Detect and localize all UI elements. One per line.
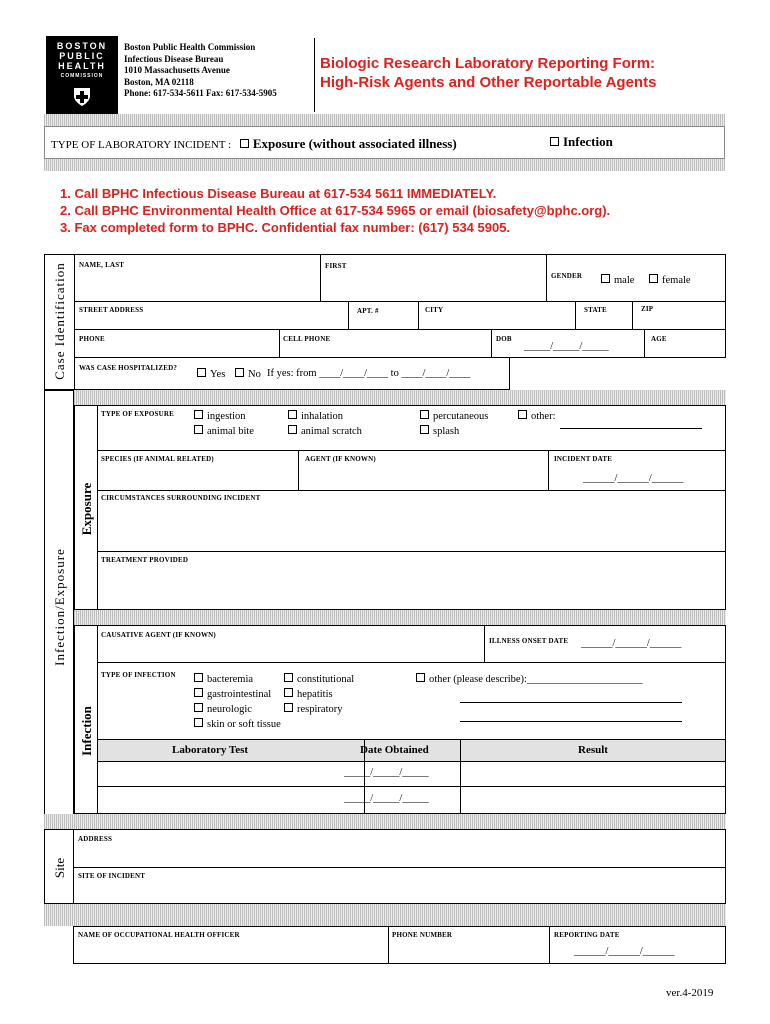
exposure-sidebar — [74, 405, 98, 610]
phone-number-field[interactable] — [388, 926, 550, 964]
label: CIRCUMSTANCES SURROUNDING INCIDENT — [101, 494, 261, 502]
label: CELL PHONE — [283, 335, 331, 343]
label: AGENT (IF KNOWN) — [305, 455, 376, 463]
option-label: animal bite — [207, 426, 254, 437]
type-of-infection-field — [97, 662, 726, 740]
title-line-2: High-Risk Agents and Other Reportable Agents — [320, 74, 657, 91]
label: CITY — [425, 306, 444, 314]
label: APT. # — [357, 307, 379, 315]
label: TREATMENT PROVIDED — [101, 556, 189, 564]
title-line-1: Biologic Research Laboratory Reporting Form: — [320, 55, 656, 72]
splash-checkbox[interactable] — [420, 425, 429, 434]
no-label: No — [248, 369, 261, 380]
female-label: female — [662, 275, 691, 286]
hospital-dates: If yes: from ____/____/____ to ____/____/____ — [267, 368, 471, 379]
logo-line: PUBLIC — [59, 51, 105, 61]
bphc-logo — [46, 36, 118, 116]
reporting-date-field[interactable] — [549, 926, 726, 964]
treatment-field[interactable] — [97, 551, 726, 610]
shaded-band — [74, 610, 726, 625]
infection-option: Infection — [563, 134, 613, 149]
result-header: Result — [578, 744, 608, 756]
shaded-band — [44, 904, 726, 926]
option-label: ingestion — [207, 411, 246, 422]
version: ver.4-2019 — [666, 987, 714, 999]
shaded-band — [74, 390, 726, 405]
row-divider — [98, 786, 725, 787]
skin-soft-tissue-checkbox[interactable] — [194, 718, 203, 727]
logo-line: HEALTH — [58, 61, 106, 71]
shaded-band — [44, 114, 725, 126]
ingestion-checkbox[interactable] — [194, 410, 203, 419]
incident-type-bar — [44, 126, 725, 159]
animal-scratch-checkbox[interactable] — [288, 425, 297, 434]
dob-field[interactable] — [491, 329, 645, 358]
option-label: respiratory — [297, 704, 343, 715]
date-blank[interactable]: _____/_____/_____ — [344, 793, 429, 804]
option-label: constitutional — [297, 674, 355, 685]
label: SITE OF INCIDENT — [78, 872, 146, 880]
phone-fax: Phone: 617-534-5611 Fax: 617-534-5905 — [124, 88, 277, 98]
hospitalized-no-checkbox[interactable] — [235, 368, 244, 377]
label: INCIDENT DATE — [554, 455, 613, 463]
option-label: other (please describe):______________________ — [429, 674, 643, 685]
health-officer-field[interactable] — [73, 926, 389, 964]
date-blank: ______/______/______ — [583, 473, 684, 484]
causative-agent-field[interactable] — [97, 625, 485, 663]
first-name-field[interactable] — [320, 254, 547, 302]
other-describe-line[interactable] — [460, 702, 682, 703]
instruction-2: 2. Call BPHC Environmental Health Office at 617-534 5965 or email (biosafety@bphc.org). — [60, 203, 611, 218]
exposure-option: Exposure (without associated illness) — [252, 136, 457, 151]
org-address — [124, 42, 277, 100]
exposure-checkbox[interactable] — [240, 139, 249, 148]
male-label: male — [614, 275, 635, 286]
site-sidebar — [44, 829, 74, 904]
label: CAUSATIVE AGENT (IF KNOWN) — [101, 631, 216, 639]
date-blank: ______/______/______ — [574, 946, 675, 957]
species-field[interactable] — [97, 450, 299, 491]
label: TYPE OF EXPOSURE — [101, 410, 174, 418]
hepatitis-checkbox[interactable] — [284, 688, 293, 697]
option-label: hepatitis — [297, 689, 333, 700]
date-blank[interactable]: _____/_____/_____ — [344, 767, 429, 778]
shaded-band — [44, 814, 726, 829]
label: PHONE — [79, 335, 105, 343]
option-label: other: — [531, 411, 556, 422]
animal-bite-checkbox[interactable] — [194, 425, 203, 434]
street-address-field[interactable] — [74, 301, 349, 330]
option-label: percutaneous — [433, 411, 489, 422]
label: GENDER — [551, 272, 583, 280]
label: ILLNESS ONSET DATE — [489, 637, 569, 645]
label: NAME, LAST — [79, 261, 125, 269]
yes-label: Yes — [210, 369, 226, 380]
infection-exposure-label: Infection/Exposure — [52, 548, 67, 666]
form-title — [320, 54, 656, 92]
option-label: animal scratch — [301, 426, 362, 437]
circumstances-field[interactable] — [97, 490, 726, 552]
hospitalized-yes-checkbox[interactable] — [197, 368, 206, 377]
incident-type-label: TYPE OF LABORATORY INCIDENT : — [51, 139, 232, 151]
inhalation-checkbox[interactable] — [288, 410, 297, 419]
case-identification-label: Case Identification — [52, 262, 67, 380]
option-label: neurologic — [207, 704, 252, 715]
zip-field[interactable] — [632, 301, 726, 330]
state-field[interactable] — [575, 301, 633, 330]
street: 1010 Massachusetts Avenue — [124, 65, 230, 75]
label: SPECIES (IF ANIMAL RELATED) — [101, 455, 214, 463]
option-label: splash — [433, 426, 460, 437]
infection-sidebar — [74, 625, 98, 814]
instruction-1: 1. Call BPHC Infectious Disease Bureau at 617-534 5611 IMMEDIATELY. — [60, 186, 497, 201]
date-blank: ______/______/______ — [581, 638, 682, 649]
label: NAME OF OCCUPATIONAL HEALTH OFFICER — [78, 931, 240, 939]
col-divider — [460, 740, 461, 813]
percutaneous-checkbox[interactable] — [420, 410, 429, 419]
date-obtained-header: Date Obtained — [360, 744, 429, 756]
option-label: inhalation — [301, 411, 343, 422]
label: ZIP — [641, 305, 654, 313]
case-id-sidebar — [44, 254, 74, 390]
shield-icon — [72, 86, 92, 108]
site-label: Site — [52, 857, 67, 879]
site-of-incident-field[interactable] — [73, 867, 726, 904]
label: WAS CASE HOSPITALIZED? — [79, 364, 178, 372]
label: STATE — [584, 306, 607, 314]
org-name: Boston Public Health Commission — [124, 42, 256, 52]
gender-field — [546, 254, 726, 302]
other-describe-line[interactable] — [460, 721, 682, 722]
bacteremia-checkbox[interactable] — [194, 673, 203, 682]
gastrointestinal-checkbox[interactable] — [194, 688, 203, 697]
agent-field[interactable] — [298, 450, 549, 491]
label: STREET ADDRESS — [79, 306, 144, 314]
instructions — [60, 185, 610, 236]
label: FIRST — [325, 262, 347, 270]
shaded-band — [44, 159, 725, 171]
label: REPORTING DATE — [554, 931, 620, 939]
type-of-exposure-field — [97, 405, 726, 451]
option-label: bacteremia — [207, 674, 254, 685]
other-infection-checkbox[interactable] — [416, 673, 425, 682]
female-checkbox[interactable] — [649, 274, 658, 283]
incident-date-field[interactable] — [548, 450, 726, 491]
exposure-label: Exposure — [79, 482, 94, 536]
infection-exposure-sidebar — [44, 390, 74, 827]
instruction-3: 3. Fax completed form to BPHC. Confidential fax number: (617) 534 5905. — [60, 220, 511, 235]
dob-blank: _____/_____/_____ — [524, 341, 609, 352]
logo-line: BOSTON — [56, 41, 108, 51]
label: PHONE NUMBER — [392, 931, 453, 939]
lab-test-header: Laboratory Test — [172, 744, 249, 756]
hospitalized-field — [74, 357, 510, 390]
label: DOB — [496, 335, 512, 343]
bureau-name: Infectious Disease Bureau — [124, 53, 224, 64]
site-address-field[interactable] — [73, 829, 726, 868]
label: AGE — [651, 335, 667, 343]
lab-table — [97, 739, 726, 814]
other-exposure-checkbox[interactable] — [518, 410, 527, 419]
cell-phone-field[interactable] — [279, 329, 492, 358]
infection-label: Infection — [79, 706, 94, 756]
city: Boston, MA 02118 — [124, 76, 194, 87]
infection-checkbox[interactable] — [550, 137, 559, 146]
respiratory-checkbox[interactable] — [284, 703, 293, 712]
option-label: skin or soft tissue — [207, 719, 281, 730]
phone-field[interactable] — [74, 329, 280, 358]
name-last-field[interactable] — [74, 254, 321, 302]
logo-line: COMMISSION — [60, 73, 104, 79]
other-line[interactable] — [560, 428, 702, 429]
apt-field[interactable] — [348, 301, 419, 330]
illness-onset-field[interactable] — [484, 625, 726, 663]
city-field[interactable] — [418, 301, 576, 330]
label: ADDRESS — [78, 835, 113, 843]
header-divider — [314, 38, 315, 112]
male-checkbox[interactable] — [601, 274, 610, 283]
option-label: gastrointestinal — [207, 689, 272, 700]
label: TYPE OF INFECTION — [101, 671, 176, 679]
constitutional-checkbox[interactable] — [284, 673, 293, 682]
neurologic-checkbox[interactable] — [194, 703, 203, 712]
age-field[interactable] — [644, 329, 726, 358]
